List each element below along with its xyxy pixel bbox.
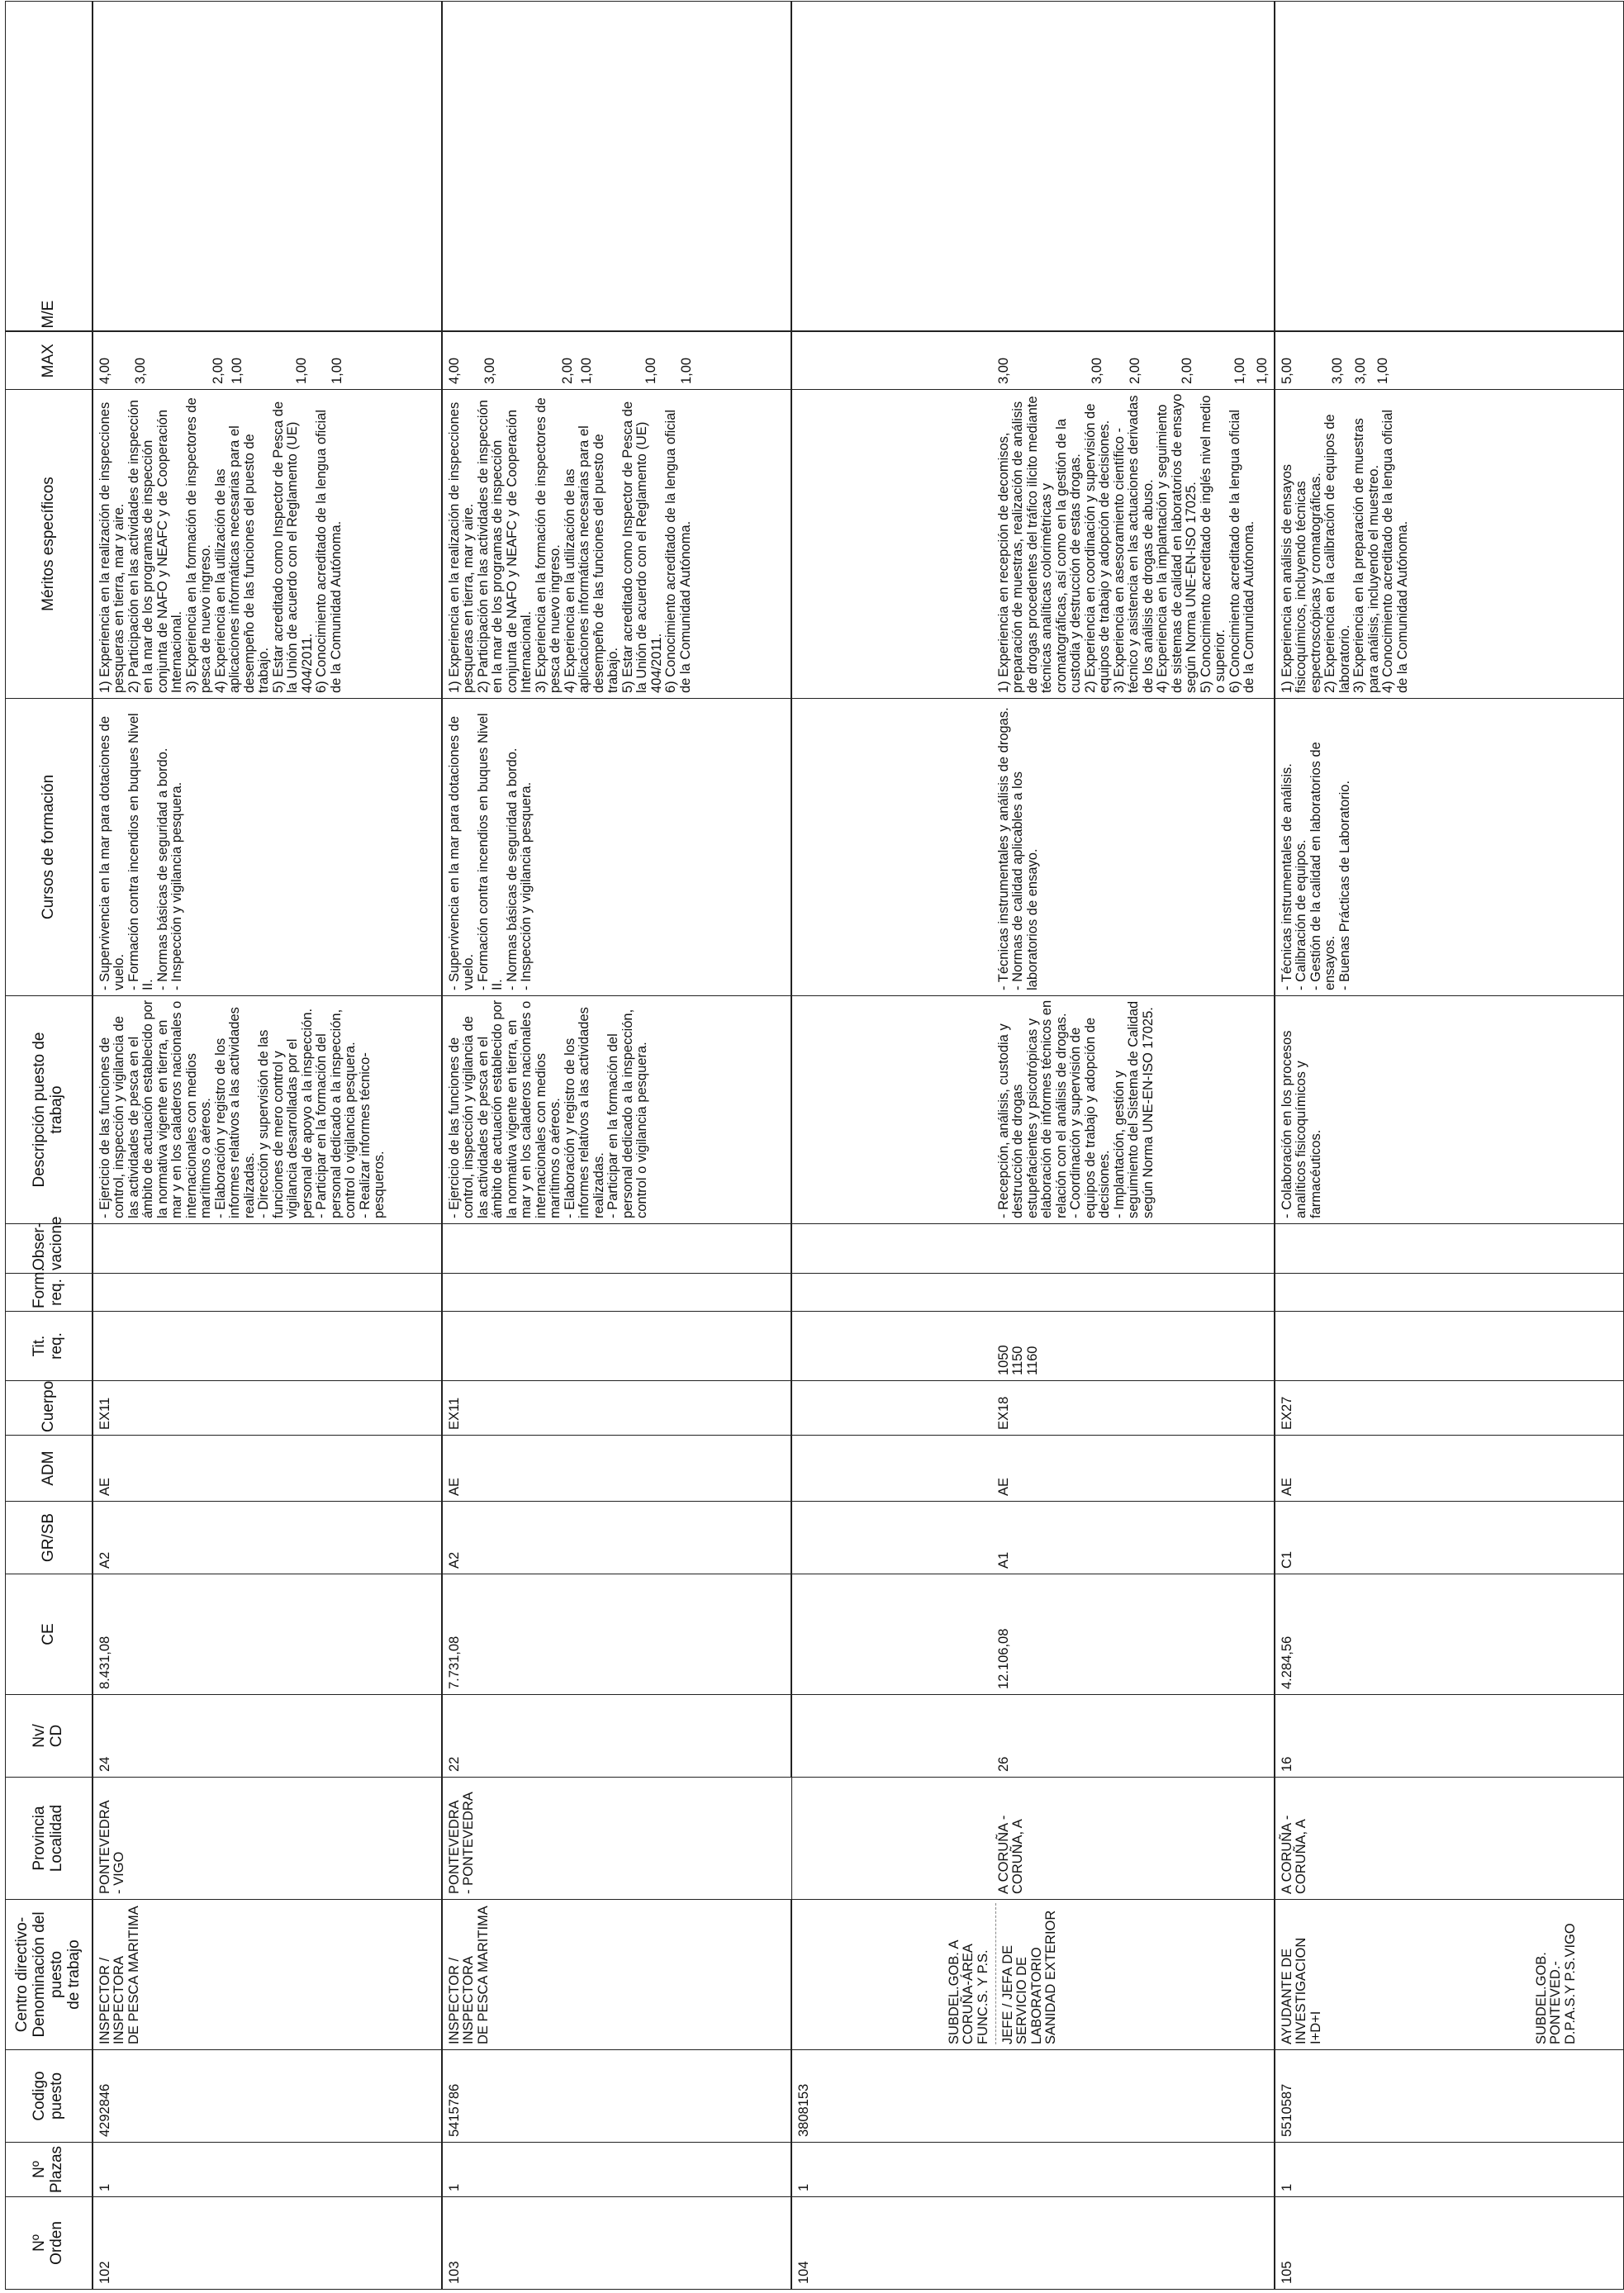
header-grupo: GR/SB (6, 1502, 93, 1574)
merit-max: 1,00 (1232, 357, 1247, 384)
cell-max (1275, 332, 1624, 390)
cell-formacion (1275, 1274, 1624, 1312)
merit-item: 4) Experiencia en la utilización de las aplicaciones informáticas necesarias para el desempeño de las funciones del puesto de trabajo. (562, 425, 621, 693)
merit-item: 1) Experiencia en la realización de inspecciones pesqueras en tierra, mar y aire. (97, 401, 127, 693)
cell-meritos (1275, 390, 1624, 699)
cell-codigo: 4292846 (93, 2050, 442, 2143)
position-title: INSPECTOR / INSPECTORA DE PESCA MARITIMA (447, 1906, 491, 2044)
merit-item: 5) Estar acreditado como Inspector de Pesca de la Unión de acuerdo con el Reglamento (UE) 404/2011. (270, 401, 315, 693)
merit-max: 3,00 (133, 357, 149, 384)
cell-cursos: - Supervivencia en la mar para dotaciones de vuelo. - Formación contra incendios en buques Nivel II. - Normas básicas de seguridad a bordo. - Inspección y vigilancia pesquera. (93, 699, 442, 996)
merit-max: 5,00 (1279, 357, 1294, 384)
merit-max: 1,00 (1255, 357, 1270, 384)
header-centro: Centro directivo- Denominación del puesto de trabajo (6, 1900, 93, 2050)
merit-max: 1,00 (643, 357, 658, 384)
table-row (442, 2, 791, 2290)
cell-adm: AE (93, 1436, 442, 1502)
cell-nivel: 24 (93, 1695, 442, 1778)
cell-me (93, 2, 442, 332)
cell-me (791, 2, 1275, 332)
merit-max: 3,00 (1090, 357, 1105, 384)
cell-cuerpo: EX11 (442, 1381, 791, 1436)
cell-provincia: A CORUÑA - CORUÑA, A (1275, 1778, 1624, 1900)
cell-plazas: 1 (791, 2143, 1275, 2197)
cell-adm: AE (791, 1436, 1275, 1502)
header-codigo: Codigo puesto (6, 2050, 93, 2143)
cell-meritos (442, 390, 791, 699)
merit-item: 6) Conocimiento acreditado de la lengua oficial de la Comunidad Autónoma. (663, 409, 693, 693)
cell-provincia: A CORUÑA - CORUÑA, A (791, 1778, 1275, 1900)
cell-nivel: 16 (1275, 1695, 1624, 1778)
merit-max: 3,00 (996, 357, 1011, 384)
cell-cursos: - Supervivencia en la mar para dotaciones de vuelo. - Formación contra incendios en buques Nivel II. - Normas básicas de seguridad a bordo. - Inspección y vigilancia pesquera. (442, 699, 791, 996)
cell-orden: 105 (1275, 2197, 1624, 2290)
cell-ce: 8.431,08 (93, 1574, 442, 1695)
merit-max: 3,00 (1330, 357, 1346, 384)
header-me: M/E (6, 2, 93, 332)
merit-item: 1) Experiencia en recepción de decomisos, preparación de muestras, realización de análisis de drogas procedentes del tráfico ilícito mediante técnicas analíticas colorimétricas y cromatográficas, así como en la gestión de la custodia y destrucción de estas drogas. (996, 396, 1084, 693)
merit-item: 5) Conocimiento acreditado de inglés nivel medio o superior. (1198, 395, 1228, 693)
merit-item: 2) Participación en las actividades de inspección en la mar de los programas de inspección conjunta de NAFO y NEAFC y de Cooperación Internacional. (126, 400, 185, 693)
merit-max: 3,00 (1352, 357, 1368, 384)
merit-max: 2,00 (210, 357, 226, 384)
cell-provincia: PONTEVEDRA - VIGO (93, 1778, 442, 1900)
cell-observaciones (442, 1224, 791, 1274)
merit-item: 6) Conocimiento acreditado de la lengua oficial de la Comunidad Autónoma. (314, 409, 344, 693)
merit-item: 3) Experiencia en la formación de inspectores de pesca de nuevo ingreso. (183, 397, 214, 693)
cell-titulacion (93, 1312, 442, 1381)
cell-descripcion: - Ejercicio de las funciones de control, inspección y vigilancia de las actividades de pesca en el ámbito de actuación establecido por la normativa vigente en tierra, en mar y en los caladeros nacionales o internacionales con medios marítimos o aéreos. - Elaboración y registro de los informes relativos a las actividades realizadas. - Participar en la formación del personal dedicado a la inspección, control o vigilancia pesquera. (442, 996, 791, 1224)
merit-item: 4) Experiencia en la implantación y seguimiento de sistemas de calidad en laboratorios de ensayo según Norma UNE-EN-ISO 17025. (1155, 393, 1199, 693)
cell-grupo: A1 (791, 1502, 1275, 1574)
merit-item: 1) Experiencia en análisis de ensayos fisicoquímicos, incluyendo técnicas espectroscópicas y cromatográficas. (1279, 464, 1323, 693)
cell-cuerpo: EX27 (1275, 1381, 1624, 1436)
merit-item: 3) Experiencia en asesoramiento científico -técnico y asistencia en las actuaciones derivadas de los análisis de drogas de abuso. (1111, 395, 1156, 693)
merit-max: 1,00 (293, 357, 309, 384)
merit-max: 4,00 (97, 357, 112, 384)
header-max: MAX (6, 332, 93, 390)
cell-descripcion: - Recepción, análisis, custodia y destrucción de drogas estupefacientes y psicotrópicas y elaboración de informes técnicos en relación con el análisis de drogas. - Coordinación y supervisión de equipos de trabajo y adopción de decisiones. - Implantación, gestión y seguimiento del Sistema de Calidad según Norma UNE-EN-ISO 17025. (791, 996, 1275, 1224)
merit-item: 5) Estar acreditado como Inspector de Pesca de la Unión de acuerdo con el Reglamento (UE) 404/2011. (620, 401, 664, 693)
cell-me (1275, 2, 1624, 332)
cell-nivel: 22 (442, 1695, 791, 1778)
cell-orden: 102 (93, 2197, 442, 2290)
cell-orden: 104 (791, 2197, 1275, 2290)
header-observaciones: Obser- vacione (6, 1224, 93, 1274)
cell-ce: 4.284,56 (1275, 1574, 1624, 1695)
cell-observaciones (93, 1224, 442, 1274)
cell-titulacion (1275, 1312, 1624, 1381)
cell-plazas: 1 (1275, 2143, 1624, 2197)
cell-ce: 7.731,08 (442, 1574, 791, 1695)
merit-max: 1,00 (330, 357, 345, 384)
merit-max: 2,00 (559, 357, 575, 384)
cell-centro (442, 1900, 791, 2050)
merit-item: 2) Participación en las actividades de inspección en la mar de los programas de inspección conjunta de NAFO y NEAFC y de Cooperación Internacional. (475, 400, 534, 693)
position-title: INSPECTOR / INSPECTORA DE PESCA MARITIMA (97, 1906, 141, 2044)
cell-centro (93, 1900, 442, 2050)
merit-item: 4) Experiencia en la utilización de las aplicaciones informáticas necesarias para el desempeño de las funciones del puesto de trabajo. (212, 425, 272, 693)
cell-provincia: PONTEVEDRA - PONTEVEDRA (442, 1778, 791, 1900)
merit-max: 1,00 (230, 357, 245, 384)
merit-max: 3,00 (482, 357, 498, 384)
merit-item: 6) Conocimiento acreditado de la lengua oficial de la Comunidad Autónoma. (1227, 409, 1257, 693)
cell-codigo: 5415786 (442, 2050, 791, 2143)
merit-max: 4,00 (447, 357, 462, 384)
header-row (6, 2, 93, 2290)
merit-item: 2) Experiencia en la calibración de equipos de laboratorio. (1322, 414, 1352, 693)
cell-descripcion: - Colaboración en los procesos analíticos fisicoquímicos y farmacéuticos. (1275, 996, 1624, 1224)
cell-centro (1275, 1900, 1624, 2050)
cell-adm: AE (1275, 1436, 1624, 1502)
cell-formacion (791, 1274, 1275, 1312)
header-cuerpo: Cuerpo (6, 1381, 93, 1436)
position-title: JEFE / JEFA DE SERVICIO DE LABORATORIO SANIDAD EXTERIOR (995, 1903, 1059, 2044)
header-orden: Nº Orden (6, 2197, 93, 2290)
cell-observaciones (1275, 1224, 1624, 1274)
header-ce: CE (6, 1574, 93, 1695)
cell-grupo: A2 (442, 1502, 791, 1574)
cell-max (791, 332, 1275, 390)
cell-nivel: 26 (791, 1695, 1275, 1778)
cell-cuerpo: EX18 (791, 1381, 1275, 1436)
cell-adm: AE (442, 1436, 791, 1502)
header-descripcion: Descripción puesto de trabajo (6, 996, 93, 1224)
cell-grupo: C1 (1275, 1502, 1624, 1574)
cell-cuerpo: EX11 (93, 1381, 442, 1436)
cell-centro (791, 1900, 1275, 2050)
cell-max (93, 332, 442, 390)
cell-max (442, 332, 791, 390)
directive-center: SUBDEL.GOB. A CORUÑA-ÁREA FUNC.S. Y P.S. (946, 1940, 990, 2044)
cell-orden: 103 (442, 2197, 791, 2290)
table-row (93, 2, 442, 2290)
merit-max: 2,00 (1180, 357, 1195, 384)
cell-cursos: - Técnicas instrumentales de análisis. - Calibración de equipos. - Gestión de la calidad en laboratorios de ensayos. - Buenas Prácticas de Laboratorio. (1275, 699, 1624, 996)
header-provincia: Provincia Localidad (6, 1778, 93, 1900)
header-cursos: Cursos de formación (6, 699, 93, 996)
cell-me (442, 2, 791, 332)
table-row (1275, 2, 1624, 2290)
directive-center: SUBDEL.GOB. PONTEVED.-D.P.A.S.Y P.S.VIGO (1533, 1923, 1578, 2044)
header-formacion: Form. req. (6, 1274, 93, 1312)
cell-plazas: 1 (442, 2143, 791, 2197)
merit-max: 1,00 (579, 357, 595, 384)
cell-codigo: 3808153 (791, 2050, 1275, 2143)
header-adm: ADM (6, 1436, 93, 1502)
merit-item: 3) Experiencia en la preparación de muestras para análisis, incluyendo el muestreo. (1351, 418, 1381, 693)
cell-meritos (93, 390, 442, 699)
header-plazas: Nº Plazas (6, 2143, 93, 2197)
cell-meritos (791, 390, 1275, 699)
cell-formacion (442, 1274, 791, 1312)
merit-item: 2) Experiencia en coordinación y supervisión de equipos de trabajo y adopción de decisiones. (1082, 403, 1113, 693)
cell-descripcion: - Ejercicio de las funciones de control, inspección y vigilancia de las actividades de pesca en el ámbito de actuación establecido por la normativa vigente en tierra, en mar y en los caladeros nacionales o internacionales con medios marítimos o aéreos. - Elaboración y registro de los informes relativos a las actividades realizadas. - Dirección y supervisión de las funciones de mero control y vigilancia desarrolladas por el personal de apoyo a la inspección. - Participar en la formación del personal dedicado a la inspección, control o vigilancia pesquera. - Realizar informes técnico-pesqueros. (93, 996, 442, 1224)
header-meritos: Méritos específicos (6, 390, 93, 699)
table-row (791, 2, 1275, 2290)
header-titulacion: Tit. req. (6, 1312, 93, 1381)
cell-grupo: A2 (93, 1502, 442, 1574)
position-title: AYUDANTE DE INVESTIGACION I+D+I (1279, 1937, 1323, 2044)
cell-cursos: - Técnicas instrumentales y análisis de drogas. - Normas de calidad aplicables a los laboratorios de ensayo. (791, 699, 1275, 996)
cell-codigo: 5510587 (1275, 2050, 1624, 2143)
header-nivel: Nv/ CD (6, 1695, 93, 1778)
merit-item: 3) Experiencia en la formación de inspectores de pesca de nuevo ingreso. (533, 397, 563, 693)
cell-observaciones (791, 1224, 1275, 1274)
merit-max: 1,00 (679, 357, 695, 384)
merit-max: 2,00 (1127, 357, 1142, 384)
cell-plazas: 1 (93, 2143, 442, 2197)
merit-item: 1) Experiencia en la realización de inspecciones pesqueras en tierra, mar y aire. (447, 401, 477, 693)
merit-item: 4) Conocimiento acreditado de la lengua oficial de la Comunidad Autónoma. (1380, 409, 1410, 693)
merit-max: 1,00 (1375, 357, 1391, 384)
cell-formacion (93, 1274, 442, 1312)
cell-ce: 12.106,08 (791, 1574, 1275, 1695)
job-positions-table (5, 1, 1624, 2290)
cell-titulacion: 1050 1150 1160 (791, 1312, 1275, 1381)
cell-titulacion (442, 1312, 791, 1381)
